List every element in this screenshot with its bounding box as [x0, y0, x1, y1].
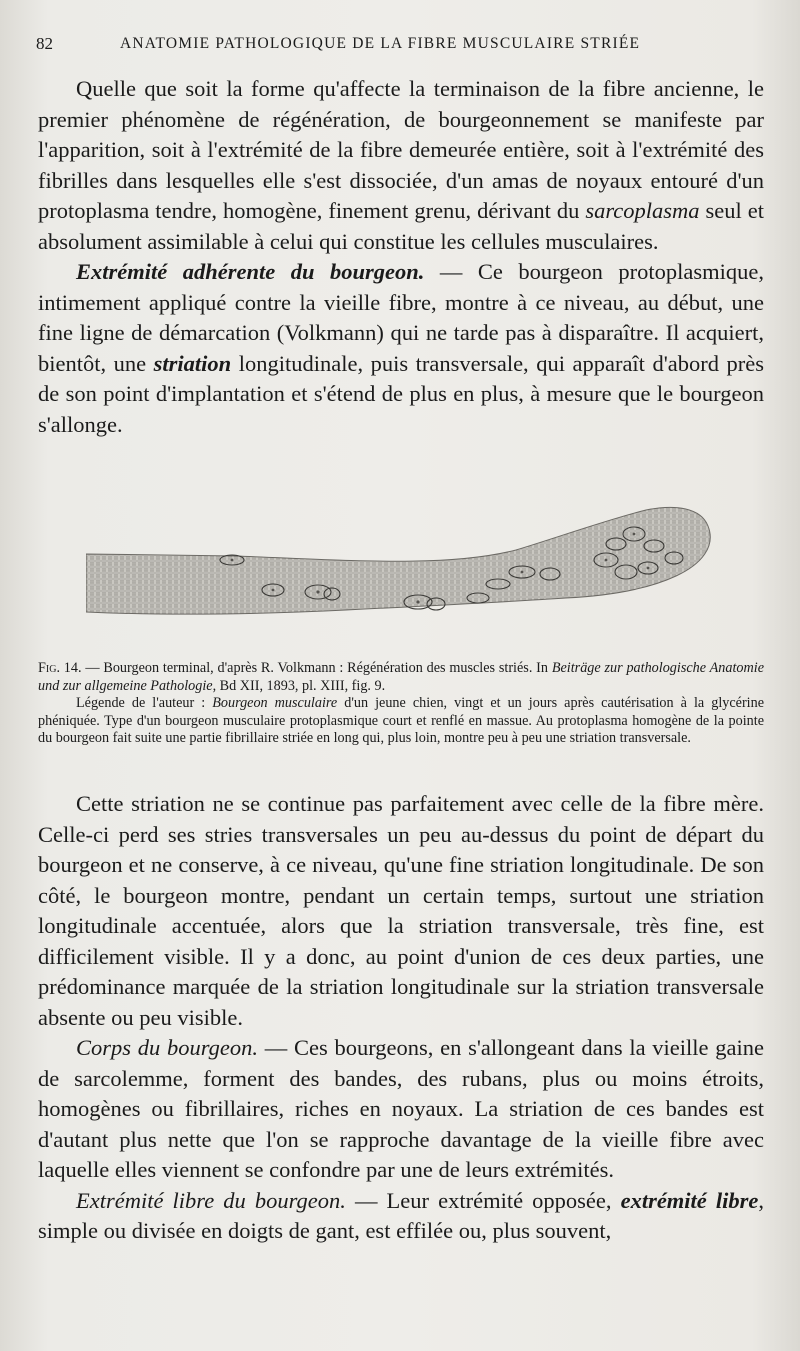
paragraph-4: Corps du bourgeon. — Ces bourgeons, en s'allongeant dans la vieille gaine de sarcolemme, forment des bandes, des rubans, plus ou moins étroits, homogènes ou fibrillaires, riches en noyaux. La striation de ces bandes est d'autant plus nette que l'on se rapproche davantage de la vieille fibre avec laquelle elles viennent se confondre par une de leurs extrémités. — [38, 1035, 764, 1182]
paragraph-3: Cette striation ne se continue pas parfaitement avec celle de la fibre mère. Celle-ci perd ses stries transversales un peu au-dessus du point de départ du bourgeon et ne conserve, à ce niveau, qu'une fine striation longitudinale. De son côté, le bourgeon montre, pendant un certain temps, surtout une striation longitudinale accentuée, alors que la striation transversale, très fine, est difficilement visible. Il y a donc, au point d'union de ces deux parties, une prédominance marquée de la striation longitudinale sur la striation transversale absente ou peu visible. — [38, 791, 764, 1030]
page-number: 82 — [36, 34, 53, 53]
figure-label: Fig. 14. — [38, 660, 82, 676]
journal-title: Beiträge zur pathologische Anatomie und zur allgemeine Pathologie — [38, 660, 764, 694]
subheading-adherent-end: Extrémité adhérente du bourgeon. — [76, 259, 425, 284]
subheading-free-end: Extrémité libre du bourgeon. — [76, 1187, 346, 1213]
running-head: ANATOMIE PATHOLOGIQUE DE LA FIBRE MUSCULAIRE STRIÉE — [120, 35, 641, 52]
paragraph-5: Extrémité libre du bourgeon. — Leur extrémité opposée, extrémité libre, simple ou divisée en doigts de gant, est effilée ou, plus souvent, — [38, 1187, 764, 1243]
text-block-top — [38, 74, 764, 440]
subheading-bud-body: Corps du bourgeon. — [76, 1035, 259, 1060]
muscle-bud-drawing — [86, 498, 716, 650]
term-sarcoplasma: sarcoplasma — [585, 198, 700, 223]
paragraph-1: Quelle que soit la forme qu'affecte la terminaison de la fibre ancienne, le premier phénomène de régénération, de bourgeonnement se manifeste par l'apparition, soit à l'extrémité de la fibre demeurée entière, soit à l'extrémité des fibrilles dans lesquelles elle s'est dissociée, d'un amas de noyaux entouré d'un protoplasma tendre, homogène, finement grenu, dérivant du sarcoplasma seul et absolument assimilable à celui qui constitue les cellules musculaires. — [38, 76, 765, 254]
term-extremite-libre: extrémité libre — [620, 1187, 759, 1213]
muscle-fiber-body — [86, 507, 710, 614]
figure-caption: Fig. 14. — Bourgeon terminal, d'après R. Volkmann : Régénération des muscles striés. In Beiträge zur pathologische Anatomie und zur allgemeine Pathologie, Bd XII, 1893, pl. XIII, fig. 9. Légende de l'auteur : Bourgeon musculaire d'un jeune chien, vingt et un jours après cautérisation à la glycérine phéniquée. Type d'un bourgeon musculaire protoplasmique court et renflé en massue. Au protoplasma homogène de la pointe du bourgeon fait suite une partie fibrillaire striée en long qui, plus loin, montre peu à peu une striation transversale. — [38, 660, 765, 747]
paragraph-2: Extrémité adhérente du bourgeon. — Ce bourgeon protoplasmique, intimement appliqué contre la vieille fibre, montre à ce niveau, au début, une fine ligne de démarcation (Volkmann) qui ne tarde pas à disparaître. Il acquiert, bientôt, une striation longitudinale, puis transversale, qui apparaît d'abord près de son point d'implantation et s'étend de plus en plus, à mesure que le bourgeon s'allonge. — [38, 259, 764, 437]
figure-14-illustration — [86, 498, 716, 650]
term-striation: striation — [153, 350, 232, 376]
page-header — [36, 34, 768, 58]
text-block-bottom — [38, 789, 764, 1247]
